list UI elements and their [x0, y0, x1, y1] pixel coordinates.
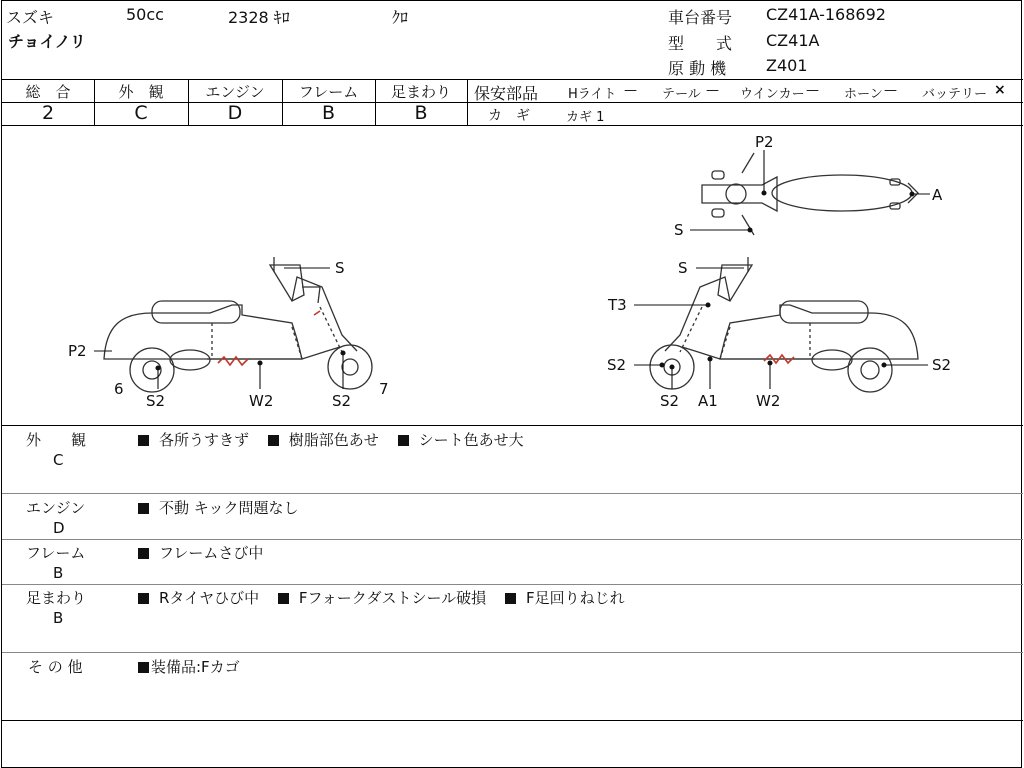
note-items-engine: [138, 497, 312, 518]
safety-battery-label: バッテリー: [922, 87, 988, 102]
engine-label: 原 動 機: [668, 59, 727, 78]
note-item: 各所うすきず: [159, 431, 250, 449]
note-item: Fフォークダストシール破損: [298, 589, 487, 607]
safety-winker-label: ウインカー: [740, 87, 805, 102]
label-left-s2-rear: S2: [146, 392, 166, 410]
note-item: シート色あせ大: [418, 431, 524, 449]
note-item: フレームさび中: [159, 544, 264, 562]
note-category-other: そ の 他: [28, 658, 83, 676]
label-right-w2: W2: [756, 392, 781, 410]
label-left-s2-front: S2: [332, 392, 352, 410]
safety-horn-value: —: [884, 83, 897, 98]
divider: [2, 79, 1023, 80]
type-value: CZ41A: [766, 31, 820, 50]
note-items-appearance: [138, 429, 538, 450]
color: ｸﾛ: [392, 8, 409, 27]
grade-header-overall: 総 合: [25, 83, 71, 101]
label-right-t3: T3: [608, 296, 627, 314]
damage-mark: [314, 311, 320, 315]
note-item: Rタイヤひび中: [159, 589, 260, 607]
divider: [2, 720, 1023, 721]
divider: [2, 539, 1023, 540]
key-label: カ ギ: [488, 108, 530, 124]
scooter-right-view: [650, 257, 918, 392]
bullet-icon: [398, 435, 409, 446]
note-category-frame: フレーム: [26, 544, 86, 562]
bullet-icon: [138, 548, 149, 559]
divider: [467, 102, 1023, 103]
safety-title: 保安部品: [474, 84, 539, 103]
note-grade-engine: D: [53, 519, 65, 537]
bullet-icon: [505, 593, 516, 604]
damage-diagram: [2, 127, 1023, 425]
safety-winker-value: —: [806, 83, 819, 98]
label-top-a: A: [932, 186, 943, 204]
label-right-s2-left: S2: [607, 356, 627, 374]
label-left-7: 7: [379, 380, 389, 398]
label-right-s: S: [678, 259, 688, 277]
safety-headlight-value: —: [624, 83, 637, 98]
grade-value-suspension: B: [414, 102, 428, 124]
grade-header-frame: フレーム: [298, 83, 359, 101]
note-items-frame: [138, 542, 277, 563]
safety-tail-value: —: [706, 83, 719, 98]
grade-header-suspension: 足まわり: [390, 83, 451, 101]
grade-header-engine: エンジン: [205, 83, 265, 101]
label-top-s: S: [674, 221, 684, 239]
type-label: 型 式: [668, 34, 733, 53]
bullet-icon: [138, 435, 149, 446]
label-right-a1: A1: [698, 392, 718, 410]
divider: [2, 584, 1023, 585]
divider: [2, 493, 1023, 494]
note-item: 樹脂部色あせ: [288, 431, 379, 449]
grade-header-appearance: 外 観: [118, 83, 164, 101]
label-right-s2-rear: S2: [932, 356, 952, 374]
label-right-s2-wheel: S2: [660, 392, 680, 410]
label-left-p2: P2: [68, 342, 87, 360]
label-left-s: S: [335, 259, 345, 277]
note-category-engine: エンジン: [26, 499, 86, 517]
maker: スズキ: [6, 8, 55, 27]
bullet-icon: [138, 662, 149, 673]
scooter-left-view: [104, 257, 372, 392]
safety-battery-value: ×: [994, 82, 1006, 98]
label-left-6: 6: [114, 380, 124, 398]
damage-mark: [218, 357, 248, 365]
inspection-sheet: [1, 0, 1022, 768]
safety-headlight-label: Hライト: [568, 87, 617, 102]
note-items-suspension: [138, 587, 639, 608]
label-left-w2: W2: [249, 392, 274, 410]
bullet-icon: [268, 435, 279, 446]
scooter-top-view: [702, 153, 918, 235]
note-item: F足回りねじれ: [525, 589, 625, 607]
note-item: 不動 キック問題なし: [159, 499, 299, 517]
note-category-appearance: 外 観: [26, 431, 87, 449]
key-value: カギ 1: [566, 110, 605, 125]
model-name: チョイノリ: [8, 32, 86, 51]
bullet-icon: [138, 593, 149, 604]
safety-horn-label: ホーン: [844, 87, 883, 102]
note-grade-appearance: C: [53, 451, 64, 469]
mileage: 2328 ｷﾛ: [228, 8, 290, 27]
divider: [2, 125, 1023, 126]
displacement: 50cc: [126, 5, 164, 24]
frame-no-label: 車台番号: [668, 8, 733, 27]
bullet-icon: [138, 503, 149, 514]
note-item: 装備品:Fカゴ: [151, 658, 240, 676]
frame-no: CZ41A-168692: [766, 5, 886, 24]
safety-tail-label: テール: [662, 87, 701, 102]
note-grade-suspension: B: [53, 609, 64, 627]
note-items-other: [138, 656, 254, 677]
bullet-icon: [278, 593, 289, 604]
grade-value-appearance: C: [134, 102, 148, 124]
divider: [2, 652, 1023, 653]
grade-value-overall: 2: [41, 102, 55, 124]
divider: [2, 425, 1023, 426]
note-category-suspension: 足まわり: [26, 589, 87, 607]
note-grade-frame: B: [53, 564, 64, 582]
grade-value-frame: B: [321, 102, 336, 124]
label-top-p2: P2: [755, 133, 774, 151]
grade-value-engine: D: [227, 102, 243, 124]
engine-value: Z401: [766, 56, 808, 75]
